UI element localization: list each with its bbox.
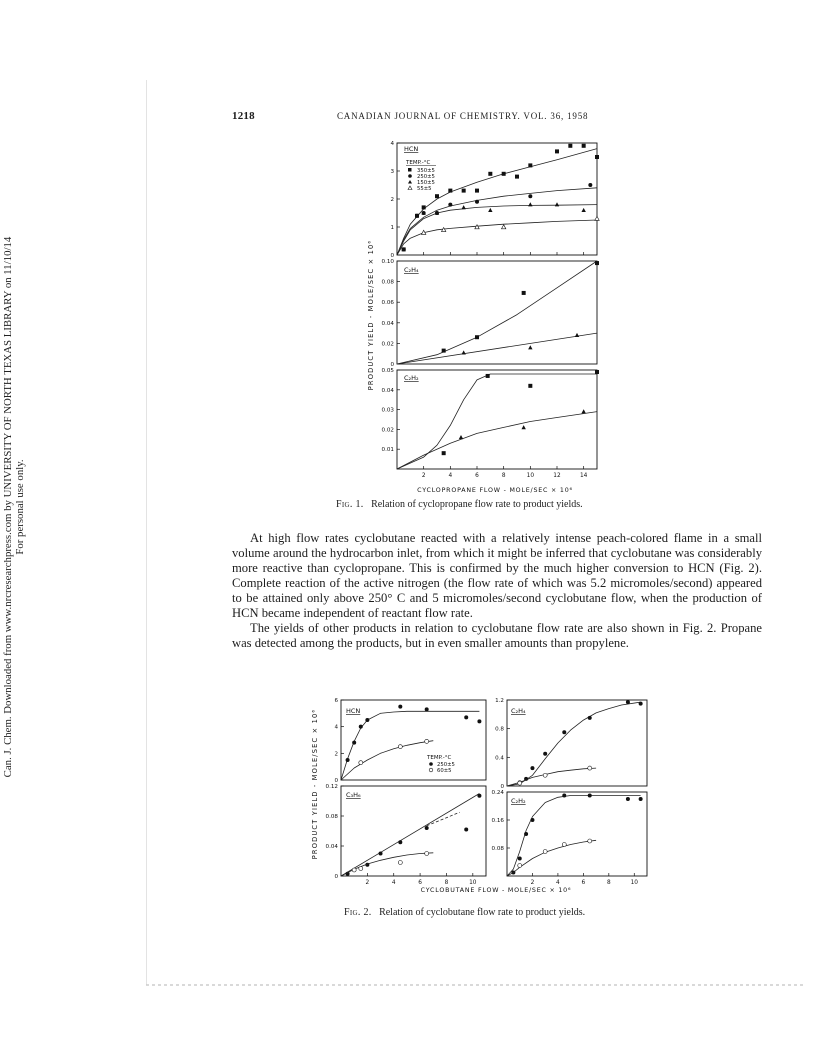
fig1-c2h4-point-triangle: [528, 345, 532, 349]
fig1-hcn-point-square: [462, 189, 466, 193]
fig2-hcn-ytick-label: 6: [334, 698, 338, 704]
figure-2-legend-title: TEMP.-°C: [427, 755, 452, 761]
fig1-c2h2-ytick-label: 0.03: [381, 407, 394, 414]
figure-2-caption-label: Fig. 2.: [344, 907, 372, 918]
legend-marker-square: [408, 168, 412, 172]
fig2-hcn-point-circle: [365, 718, 369, 722]
fig1-hcn-ytick-label: 2: [390, 197, 394, 203]
fig1-hcn-point-square: [582, 144, 586, 148]
fig2-c3h6-ytick-label: 0.12: [325, 784, 338, 790]
fig2-c3h6-fit-curve: [341, 794, 479, 877]
fig2-c3h6-xtick-label: 4: [391, 880, 396, 886]
fig2-hcn-ytick-label: 2: [334, 751, 338, 758]
fig2-c2h4-panel: [495, 698, 647, 790]
figure-2-legend-entry-2: 60±5: [437, 768, 452, 774]
fig1-c2h4-ytick-label: 0.02: [381, 341, 394, 348]
fig1-c2h4-point-triangle: [461, 350, 465, 354]
figure-1-caption-text: Relation of cyclopropane flow rate to product yields.: [371, 499, 583, 510]
fig2-c2h2-point-open-circle: [543, 850, 547, 854]
fig2-c3h6-point-open-circle: [425, 852, 429, 856]
page-trim-edge: [146, 80, 147, 985]
fig1-hcn-point-square: [435, 194, 439, 198]
fig2-c2h4-point-open-circle: [588, 766, 592, 770]
fig1-hcn-point-square: [502, 172, 506, 176]
fig2-hcn-point-circle: [477, 719, 481, 723]
fig1-hcn-point-circle: [448, 203, 452, 207]
fig2-c2h2-xtick-label: 8: [606, 880, 611, 886]
fig1-hcn-point-triangle: [555, 202, 559, 206]
fig2-c3h6-fit-curve: [341, 853, 433, 876]
fig2-c2h2-xtick-label: 4: [556, 880, 560, 886]
fig1-c2h2-xtick-label: 12: [553, 473, 561, 479]
fig1-c2h2-xtick-label: 8: [501, 473, 506, 479]
fig1-hcn-point-open-triangle: [595, 216, 599, 220]
figure-2-legend-entry-1: 250±5: [437, 762, 455, 768]
fig1-hcn-point-square: [515, 175, 519, 179]
fig1-c2h2-xtick-label: 4: [448, 473, 453, 479]
legend-marker-circle: [408, 174, 412, 178]
fig2-hcn-point-open-circle: [359, 761, 363, 765]
fig2-c2h2-panel: [492, 790, 647, 886]
fig2-c3h6-panel: [326, 784, 486, 886]
download-notice: [2, 147, 26, 867]
fig2-c2h4-fit-curve: [507, 702, 641, 786]
fig2-hcn-panel: [334, 698, 486, 784]
fig1-hcn-ytick-label: 3: [390, 169, 394, 175]
fig2-c3h6-title: C₃H₆: [346, 791, 361, 799]
fig2-c3h6-frame: [341, 786, 486, 876]
fig2-c3h6-fit-extension: [427, 812, 460, 826]
figure-1-legend-entry-4: 55±5: [417, 186, 432, 192]
fig1-c2h2-xtick-label: 10: [526, 473, 535, 479]
fig2-hcn-frame: [341, 700, 486, 780]
fig1-c2h2-fit-curve: [397, 412, 597, 469]
fig2-c2h2-point-circle: [518, 857, 522, 861]
fig2-c3h6-point-circle: [398, 840, 402, 844]
fig2-c2h2-point-open-circle: [562, 843, 566, 847]
figure-2-legend: [426, 755, 455, 774]
fig1-hcn-point-circle: [402, 247, 406, 251]
fig1-c2h2-panel: [382, 368, 599, 479]
figure-2-caption: [344, 907, 585, 918]
fig2-c3h6-xtick-label: 2: [365, 880, 370, 886]
fig2-c3h6-xtick-label: 10: [469, 880, 477, 886]
fig2-c2h2-ytick-label: 0.08: [491, 846, 504, 852]
fig1-c2h4-ytick-label: 0.10: [381, 259, 394, 265]
figure-1-legend-entry-3: 150±5: [417, 180, 435, 186]
fig1-c2h4-title: C₂H₄: [404, 266, 419, 274]
page-number: 1218: [232, 110, 255, 122]
fig1-c2h2-xtick-label: 6: [475, 473, 479, 479]
fig1-c2h2-ytick-label: 0.04: [381, 387, 394, 394]
legend-marker-filled-circle: [429, 762, 433, 766]
fig2-hcn-point-circle: [359, 725, 363, 729]
fig1-hcn-point-triangle: [528, 202, 532, 206]
fig1-c2h4-point-square: [475, 335, 479, 339]
fig1-hcn-point-square: [448, 189, 452, 193]
fig1-hcn-ytick-label: 0: [390, 253, 394, 259]
fig2-c3h6-point-open-circle: [352, 868, 356, 872]
legend-marker-open-circle: [429, 768, 433, 772]
fig2-c2h2-title: C₂H₂: [511, 797, 526, 805]
fig2-hcn-point-circle: [346, 758, 350, 762]
fig1-c2h4-ytick-label: 0.06: [381, 300, 394, 307]
figure-2-caption-text: Relation of cyclobutane flow rate to product yields.: [379, 907, 586, 918]
fig1-c2h4-fit-curve: [397, 333, 597, 364]
fig1-hcn-point-triangle: [461, 205, 465, 209]
fig1-hcn-fit-curve: [397, 205, 597, 255]
download-notice-line-1: Can. J. Chem. Downloaded from www.nrcresearchpress.com by UNIVERSITY OF NORTH TEXAS LIBRARY on 11/10/14: [2, 236, 14, 778]
fig2-c3h6-xtick-label: 6: [418, 880, 422, 886]
figure-1-panels: [382, 141, 600, 479]
fig1-hcn-point-open-triangle: [501, 225, 505, 229]
fig1-hcn-point-square: [555, 149, 559, 153]
fig1-c2h2-point-triangle: [459, 435, 463, 439]
fig1-c2h4-point-square: [442, 349, 446, 353]
fig2-c3h6-point-circle: [379, 852, 383, 856]
fig2-c3h6-point-circle: [425, 826, 429, 830]
fig2-hcn-point-circle: [464, 715, 468, 719]
download-notice-line-2: For personal use only.: [14, 459, 26, 555]
paragraph-2: The yields of other products in relation to cyclobutane flow rate are also shown in Fig. 2. Propane was detected among the products, but in even smaller amounts than propylene.: [232, 621, 762, 650]
fig1-hcn-panel: [390, 141, 599, 259]
fig1-hcn-point-circle: [528, 194, 532, 198]
figure-1-ylabel: PRODUCT YIELD - MOLE/SEC × 10⁶: [367, 239, 375, 391]
fig2-c2h4-ytick-label: 0.4: [495, 755, 504, 762]
figure-2-ylabel: PRODUCT YIELD - MOLE/SEC × 10⁶: [311, 708, 319, 860]
paragraph-1: At high flow rates cyclobutane reacted with a relatively intense peach-colored flame in a small volume around the hydrocarbon inlet, from which it might be inferred that cyclobutane was considerably more reactive than cyclopropane. This is confirmed by the much higher conversion to HCN (Fig. 2). Complete reaction of the active nitrogen (the flow rate of which was 5.2 micromoles/second) appeared to be attained only above 250° C and 5 micromoles/second cyclobutane flow, when the production of HCN became independent of reactant flow rate.: [232, 531, 762, 620]
fig2-c2h4-point-circle: [626, 700, 630, 704]
fig2-c2h2-point-open-circle: [588, 839, 592, 843]
fig1-hcn-ytick-label: 4: [390, 141, 394, 147]
fig1-c2h4-point-triangle: [575, 333, 579, 337]
fig2-c2h4-title: C₂H₄: [511, 707, 526, 715]
fig1-c2h4-ytick-label: 0.08: [381, 279, 394, 286]
figure-2-panels: [326, 698, 647, 886]
fig1-c2h4-point-square: [595, 261, 599, 265]
fig2-c3h6-point-circle: [477, 794, 481, 798]
fig1-c2h2-title: C₂H₂: [404, 374, 419, 382]
fig2-c2h4-frame: [507, 700, 647, 786]
fig1-c2h4-ytick-label: 0: [390, 362, 394, 368]
fig2-c3h6-ytick-label: 0.04: [325, 844, 338, 850]
fig2-hcn-point-open-circle: [425, 739, 429, 743]
fig2-hcn-title: HCN: [346, 707, 361, 715]
fig2-c3h6-point-circle: [464, 828, 468, 832]
fig2-c3h6-xtick-label: 8: [444, 880, 449, 886]
body-text: [232, 531, 762, 651]
fig2-hcn-fit-curve: [341, 711, 479, 780]
fig2-c2h4-point-open-circle: [518, 781, 522, 785]
fig1-c2h2-point-triangle: [521, 425, 525, 429]
figure-1-caption: [336, 499, 583, 510]
fig2-c2h4-point-circle: [639, 702, 643, 706]
fig1-c2h4-point-square: [522, 291, 526, 295]
fig1-c2h2-point-square: [442, 451, 446, 455]
fig1-hcn-point-triangle: [581, 208, 585, 212]
fig2-hcn-point-circle: [398, 705, 402, 709]
fig2-c2h4-point-open-circle: [543, 773, 547, 777]
fig1-c2h2-ytick-label: 0.02: [381, 427, 394, 434]
fig1-c2h2-point-square: [595, 370, 599, 374]
fig1-c2h2-point-square: [528, 384, 532, 388]
fig2-c3h6-ytick-label: 0.08: [325, 814, 338, 820]
fig1-c2h2-point-triangle: [581, 409, 585, 413]
fig1-hcn-point-circle: [475, 200, 479, 204]
fig1-hcn-point-square: [475, 189, 479, 193]
fig2-hcn-ytick-label: 4: [334, 724, 338, 731]
fig1-hcn-point-circle: [415, 214, 419, 218]
fig2-c2h2-ytick-label: 0.24: [491, 790, 504, 796]
legend-marker-open-triangle: [408, 186, 412, 190]
figure-1-legend-entry-1: 350±5: [417, 168, 435, 174]
fig1-c2h2-fit-curve: [397, 374, 597, 469]
figure-1-legend-entry-2: 250±5: [417, 174, 435, 180]
fig2-c2h4-point-circle: [543, 752, 547, 756]
fig2-c2h2-point-circle: [562, 794, 566, 798]
fig1-c2h2-ytick-label: 0.01: [381, 447, 394, 454]
fig1-hcn-point-circle: [588, 183, 592, 187]
fig2-c2h4-point-circle: [530, 766, 534, 770]
figure-1-caption-label: Fig. 1.: [336, 499, 364, 510]
fig1-c2h2-point-square: [486, 374, 490, 378]
fig2-c2h2-point-circle: [524, 832, 528, 836]
fig1-hcn-point-square: [422, 205, 426, 209]
figure-2: [306, 692, 656, 897]
fig1-c2h2-xtick-label: 14: [579, 473, 588, 479]
fig2-c2h2-xtick-label: 2: [530, 880, 535, 886]
fig1-hcn-point-triangle: [488, 208, 492, 212]
fig1-hcn-fit-curve: [397, 220, 597, 255]
fig1-hcn-ytick-label: 1: [390, 225, 394, 231]
fig2-c2h4-ytick-label: 1.2: [495, 698, 504, 704]
fig1-hcn-title: HCN: [404, 145, 419, 153]
fig1-c2h2-xtick-label: 2: [421, 473, 426, 479]
fig2-hcn-fit-curve: [341, 741, 433, 780]
fig2-c2h2-xtick-label: 6: [581, 880, 586, 886]
fig2-hcn-point-circle: [425, 707, 429, 711]
fig1-c2h4-panel: [382, 259, 599, 368]
fig2-hcn-ytick-label: 0: [334, 778, 338, 784]
fig2-c2h2-ytick-label: 0.16: [491, 818, 504, 824]
fig2-c3h6-ytick-label: 0: [334, 874, 338, 880]
fig2-hcn-point-open-circle: [398, 745, 402, 749]
figure-2-xlabel: CYCLOBUTANE FLOW - MOLE/SEC × 10⁶: [420, 887, 572, 894]
fig1-c2h2-ytick-label: 0.05: [381, 368, 394, 374]
fig2-hcn-point-circle: [352, 741, 356, 745]
fig1-hcn-point-square: [595, 155, 599, 159]
fig2-c2h2-point-circle: [639, 797, 643, 801]
fig2-c2h2-point-circle: [588, 794, 592, 798]
fig2-c2h2-xtick-label: 10: [630, 880, 638, 886]
figure-1-legend-title: TEMP.-°C: [406, 160, 431, 166]
legend-marker-triangle: [408, 180, 412, 184]
figure-1: [362, 135, 610, 495]
fig1-c2h4-ytick-label: 0.04: [381, 320, 394, 327]
journal-title: CANADIAN JOURNAL OF CHEMISTRY. VOL. 36, 1958: [337, 111, 589, 121]
page-trim-bottom: [146, 984, 806, 986]
fig2-c2h4-ytick-label: 0.8: [495, 726, 504, 733]
fig1-hcn-point-square: [488, 172, 492, 176]
fig2-c2h4-ytick-label: 0: [500, 784, 504, 790]
fig2-c3h6-point-open-circle: [359, 867, 363, 871]
figure-1-legend: [405, 160, 436, 192]
fig2-c2h4-point-circle: [562, 730, 566, 734]
fig2-c2h2-point-open-circle: [518, 864, 522, 868]
fig1-hcn-point-square: [568, 144, 572, 148]
figure-1-xlabel: CYCLOPROPANE FLOW - MOLE/SEC × 10⁶: [417, 487, 573, 494]
fig2-c2h2-point-circle: [626, 797, 630, 801]
fig2-c2h2-point-circle: [530, 818, 534, 822]
fig1-hcn-point-open-triangle: [475, 225, 479, 229]
fig2-c3h6-point-open-circle: [398, 861, 402, 865]
fig2-c2h4-point-circle: [588, 716, 592, 720]
fig1-hcn-point-square: [528, 163, 532, 167]
